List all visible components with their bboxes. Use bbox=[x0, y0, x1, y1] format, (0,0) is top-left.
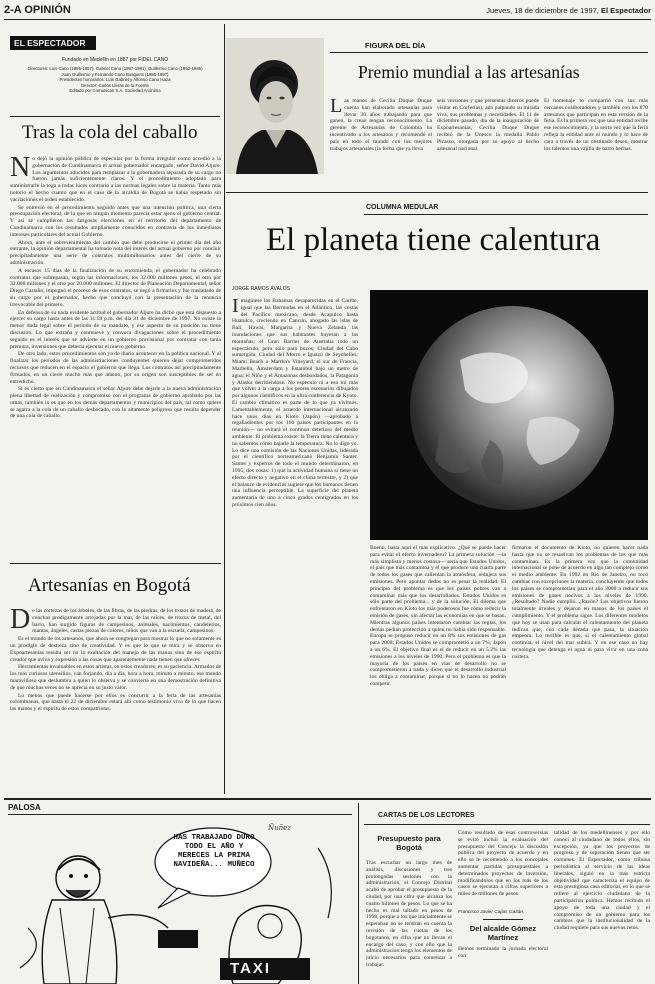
letter2-body: Como resultado de esas controversias se evitó incluir la evaluación del presupuesto del Concejo la discusión pública del proyecto de acuerdo y en ello se le recomendó a los concejales aumentar partidas presupuestales a determinados proyectos de inversión, modificándolos que en los más de los casos se ejecutan a cifras superiores a miles de millones de pesos. bbox=[458, 830, 548, 898]
paragraph-text: A escasos 15 días de la finalización de su encomienda, el gobernador ha celebrado contratos que sobrepasan, según las informaciones, los 32.000 millones pesos, el otro por 32.000 millones y el otro por 20.000 millones. El director de Planeación Departamental, señor Diego Castaño, impugnó el proceso de esos contratos, se negó a firmarlos y fue trasladado de su cargo por el gobernador, hecho que concluyó con la presentación de la renuncia irrevocable del primero. bbox=[10, 267, 221, 308]
dropcap: D bbox=[10, 608, 31, 635]
figura-col3: El homenaje lo compartió con sus más cercanos colaboradores y también con los 870 artesanos que participan en esta versión de la feria. Es la primera vez que una entidad recibe ese reconocimiento, y la sexta vez que la feria refleja la entidad ante el mundo y lo hace de cara a través de un obstinado deseo, mostrar los talentos una vajilla de barro hechas. bbox=[544, 98, 648, 152]
paragraph-text: Herramientas invaluables en estos artistas, en estos creadores, es su paciencia. Armados de los más curiosos utensilios, van forjando, día a día, hora a hora, minuto a minuto, ese mundo maravilloso que deslumbra a quien lo observa y se convierte en una demostración definitiva de que muchas veces no se aprecia en su justo valor. bbox=[10, 664, 221, 691]
paragraph bbox=[10, 386, 221, 420]
masthead-rule bbox=[10, 116, 220, 117]
earth-photo bbox=[370, 290, 648, 540]
paragraph-text: De otro lado, estos procedimientos son ya de diario acontecer en la política nacional. Y al finalizar los períodos de las administraciones conduyentes quieren dejar comprometidos recursos que reducen en el espacio el gobierno que llega. Los contratos así precipitadamente firmados, en un cierre mucho más que ameno, por su origen son susceptibles de ser en entredicho. bbox=[10, 351, 221, 385]
paragraph bbox=[10, 693, 221, 713]
paragraph-text: En defensa de su nada evidente actitud el gobernador Aljure ha dicho que está dispuesto a ejercer su cargo hasta antes de las 11:59 p.m. del día 31 de diciembre de 1997. No existe la menor duda legal sobre el período de su mandato, y ese aspecto de su posición no tiene discusión. Lo que extraña y conmueve y convoca divagaciones sobre el procedimiento seguido es el interés que se advierte en un gobierno provisional por contratar con tanta premura, inversiones que debería ejecutar el nuevo gobierno. bbox=[10, 309, 221, 350]
paragraph bbox=[10, 636, 221, 663]
issue-date bbox=[486, 6, 651, 15]
editorial2-title: Artesanías en Bogotá bbox=[28, 575, 191, 596]
date-text: Jueves, 18 de diciembre de 1997, bbox=[486, 6, 599, 15]
paragraph bbox=[10, 608, 221, 635]
masthead-line: Presidentes honorarios: Luis Gabriel y Alfonso Cano Isaza bbox=[59, 77, 171, 83]
cartoon-signature: Ñuñez bbox=[268, 824, 291, 832]
paragraph-text: Sí es cierto que en Cundinamarca el señor Aljure debe dejarle a la nueva administración plena libertad de realización y compromiso con el programa de gobierno aprobado por las urnas, también lo es que en los demás departamentos y municipios del país, tal como quiere se agarra a la cola de un caballo desbocado, con lo altamente peligroso que resulta depender de una cola de caballo. bbox=[10, 386, 221, 420]
editorial1-body bbox=[10, 156, 221, 558]
masthead-line: Director: Carlos Lleras de la Fuente bbox=[81, 82, 149, 88]
columna-dropcap: I bbox=[232, 298, 239, 317]
paragraph-text: o dejó la opinión pública de especular por la forma irregular como accedió a la gobernación de Cundinamarca el actual gobernador encargado, señor David Aljure. Los argumentos aducidos para remplazar a la gobernadora separada de su cargo no fueron jamás suficientemente claros. Y el procedimiento adoptado para suministrarle la toga a todas luces contrario a las normas legales sobre la materia. Tanto más notorio el hecho cuanto que en el caso de la alcaldía de Bogotá se había respetado sin vacilaciones el orden establecido. bbox=[10, 156, 221, 203]
cartas-label: CARTAS DE LOS LECTORES bbox=[378, 812, 475, 819]
column-divider bbox=[224, 24, 225, 794]
masthead-founded: Fundado en Medellín en 1887 por FIDEL CANO bbox=[61, 57, 169, 63]
paragraph-text: Es el mundo de los artesanos, que ahora se congregan para mostrar lo que no solamente es un prodigio de destreza sino de creatividad. Y es que lo que se mira y se observa en Expoartesanías resulta ser no la exaltación del manejo de las manos sino de ese espíritu creador que aviva y expresión a las cosas que aparentemente nada tienen que ofrecer. bbox=[10, 636, 221, 663]
palosa-label: PALOSA bbox=[8, 803, 41, 812]
paragraph bbox=[10, 351, 221, 385]
paragraph-text: Lo menos que puede hacerse por ellos es concurrir a la feria de las artesanías colombianas, que hasta el 22 de diciembre estará allí como testimonio vivo de lo que hacen las manos y el espíritu de estos compatriotas. bbox=[10, 692, 221, 713]
editorial2-body bbox=[10, 608, 221, 794]
masthead-logo: EL ESPECTADOR bbox=[10, 36, 96, 50]
letter3-title: Del alcalde Gómez Martínez bbox=[469, 924, 537, 942]
editorial1-title: Tras la cola del caballo bbox=[22, 122, 198, 143]
page-header bbox=[4, 4, 651, 18]
palosa-rule bbox=[8, 814, 352, 815]
columna-col2: Bueno, hasta aquí el más explicativo. ¿Qué se puede hacer para evitar el efecto invernadero? La primera solución —la más simplista y menos costosa— sería que Estados Unidos, el país que más contamina y el que produce una cuarta parte de todos los gases que calientan la atmósfera, redujera sus emisiones. Pero apuntar dedos no es pesar la realidad. El principio del problema es que los países pobres van a contaminar más que los desarrollados. Estados Unidos es sólo parte del problema... y de la solución. El dilema que enfrentaron en Kioto los más poderosos fue cómo reducir la emisión de gases, sin afectar las economías en que se basan. Mientras algunos países intentaron cambiar las reglas, los demás pedían protección a quien no había sido responsable. Europa se propuso reducir en un 8% sus emisiones de gas para 2008; Estados Unidos se comprometió a un 7%; Japón a un 6%. El objetivo final es el de reducir en un 5.2% las emisiones a los niveles de 1990. Pero el problema es que la mayoría de los países en vías de desarrollo no se comprometieron a nada y dicen que el desarrollo industrial los obliga a contaminar, porque si no lo hacen no podrán competir. bbox=[370, 545, 506, 687]
cartas-col1 bbox=[366, 830, 452, 984]
paragraph bbox=[10, 205, 221, 239]
paragraph-text: Ahora, ante el sobrevenimiento del cambio que debe producirse el primer día del año entrante, la opinión departamental ha tomado nota del interés del actual gobierno por concluir precipitadamente una serie de contratos multimillonarios antes del cierre de su administración. bbox=[10, 239, 221, 266]
paragraph bbox=[10, 310, 221, 351]
figura-label: FIGURA DEL DÍA bbox=[365, 41, 426, 50]
taxi-sign: TAXI bbox=[230, 960, 272, 977]
figura-col2: seis versiones y que presentas dineros puede visitar en Corferias), aún palpando su mirada viva, sus problemas y necesidades. El 11 de diciembre pasado, día de la inauguración de Expoartesanías, Cecilia Duque Duque recibió de la Unesco la medalla Pablo Picasso, otorgada por su apoyo al hecho artesanal nacional. bbox=[437, 98, 539, 152]
cartas-col2 bbox=[458, 830, 548, 984]
header-rule bbox=[4, 19, 651, 20]
cartoon-panel bbox=[8, 818, 354, 984]
letter3-body: Hemos terminado la jornada electoral con bbox=[458, 946, 548, 959]
earth-globe bbox=[370, 290, 648, 540]
paragraph bbox=[10, 268, 221, 309]
letter1-body: Tras escuchar un largo mes de análisis, discusiones y tres prolongadas sesiones con la administración, el Concejo Distrital acabó de aprobar el presupuesto de la ciudad, por una cifra que alcanza los cuatro billones de pesos. Lo que se ha hecho es mal tallado en pesos de 1998, porque a los que inicialmente se esperaban no se tendrán en cuenta la revisión de las cuotas de los bogotanos, en cifra que no llevan el encargo del caso, y con ello que la administración tenga los elementos de juicio necesarios para comenzar a trabajar. bbox=[366, 860, 452, 968]
columna-author: JORGE RAMOS ÁVALOS bbox=[232, 286, 290, 292]
paper-name: El Espectador bbox=[600, 6, 651, 15]
portrait-photo bbox=[226, 38, 324, 174]
figura-title: Premio mundial a las artesanías bbox=[358, 62, 580, 82]
columna-title: El planeta tiene calentura bbox=[266, 222, 601, 258]
section-label: 2-A OPINIÓN bbox=[4, 4, 71, 16]
masthead-line: Editado por Comunican S.A. Sociedad Anónima bbox=[69, 88, 161, 94]
columna-col1-text: magínese las Bahamas desaparecidas en el Caribe, igual que las Bermudas en el Atlántico, las costas del Pacífico mexicano, desde Acapulco hasta Huatulco, creciendo en Cancún, ahogado las islas de Bali, Hawai, Margarita y Nueva Zelanda las inundaciones que sus habitantes huyeran a las montañas; el Gran Barrier de Australia todo un espectáculo, pero sólo para buzos; Ciudad del Cabo sumergida, Ciudad del Morro e Iguazú de Seychelles; Miami Beach o Martha's Vineyard; el sur de Francia, Marbella, Ámsterdam y Estambul bajo un metro de agua; el Niño y el Amazonas desbordados, la Patagonia y Alaska derritiéndose. No especulo ni a eso mi más que volver a la carga a los peores escenarios dibujados por algunos científicos en la ultra conferencia de Kyoto. El cambio climático es parte de lo que ya vivimos. Lamentablemente, el acuerdo internacional alcanzado hace unos días en Kioto (Japón) —aprobado a regañadientes por los 160 países participantes en la reunión— no evitará el continuo deterioro del medio ambiente. El problema existe: la Tierra tiene calentura y no sabemos cómo bajarle la temperatura. No lo digo yo. Lo dice una comisión de las Naciones Unidas, liderada por el científico norteamericano Benjamín Santer. Santer y expertos de todo el mundo determinaron, en 1995, dos cosas: 1) que la actividad humana si tiene un efecto directo y negativo en el clima terrestre, y 2) que el balance de evidencias sugiere que los humanos tienen una influencia perceptible. La superficie del planeta aumentaría de uno a cinco grados centígrados en los próximos cien años. bbox=[232, 298, 358, 508]
figura-col1-text: as manos de Cecilia Duque Duque cuenta han elaborado artesanías para llevar 30 años trabajando para que ganen, la crean tengan reconocimiento. La gerente de Artesanías de Colombia ha incentivado a los artesanos y recomendó el país en todo el mundo con los mejores trabajos artesanales (la fecha que ya lleva bbox=[330, 98, 432, 152]
figura-label-rule bbox=[330, 52, 648, 53]
paragraph bbox=[10, 664, 221, 691]
figura-col1 bbox=[330, 98, 432, 180]
dropcap: N bbox=[10, 156, 31, 183]
letter2-author: Francisco Javier Cajias Gaitán. bbox=[458, 910, 525, 915]
columna-label: COLUMNA MEDULAR bbox=[366, 204, 439, 211]
paragraph bbox=[10, 240, 221, 267]
figura-bottom-rule bbox=[226, 192, 648, 193]
masthead bbox=[10, 36, 220, 116]
portrait-image bbox=[226, 38, 324, 174]
columna-col3: firmaron el documento de Kioto, no quieren hacer nada hasta que no se resuelvan los problemas de los que más contaminan. Es la primera vez que la comunidad internacional se pone de acuerdo en algo tan complejo como el medio ambiente. En 1992 en Río de Janeiro, no tocó cambiar con excepciones la materia, concluyendo que todos los países se comprometían para el año 2000 a reducir sus emisiones de gases nocivos a los niveles de 1990. ¿Resultado? Nadie cumplió. ¿Razón? Los objetivos fueron totalmente irreales y dejaron en manos de los países el cumplimiento. Y el problema sigue. Los diferentes modelos que hoy se usan para calcular el calentamiento del planeta indican que, con cada década que pasa, la situación empeora. Lo terrible es que, si el calentamiento global continúa, el nivel del mar subirá. Y en ese caso no hay tecnología que detenga el agua ni para vivir en una zona costera. bbox=[512, 545, 648, 660]
masthead-lines bbox=[10, 66, 220, 94]
letter1-title: Presupuesto para Bogotá bbox=[377, 834, 441, 852]
masthead-line: Juan Guillermo y Fernando Cano Busquets (1986-1997) bbox=[61, 71, 169, 77]
figura-dropcap: L bbox=[330, 98, 343, 117]
paragraph bbox=[10, 156, 221, 204]
editorial-divider bbox=[10, 563, 221, 564]
cartas-col3: talidad de los medellinenses y por ello conocí al ciudadano de todos ellos, sin excepción, ya que los proyectos de progreso y de superación tienen que ser comunes. El Espectador, como tribuna periodística al servicio de las ideas liberales, siguió en la más estricta objetividad que caracteriza el equipo de esta prestigiosa casa editorial, en lo que se refiere al ejercicio ciudadano de la participación política. Hemos recibido el apoyo de toda una ciudad y el compromiso de un gobierno para los cambios que la institucionalidad de la ciudad requiere para sus nuevos retos. bbox=[554, 830, 650, 932]
columna-label-rule bbox=[364, 214, 648, 215]
columna-col1 bbox=[232, 298, 358, 796]
paragraph-text: e las cortezas de los árboles, de las fibras, de las piedras, de los trozos de madera, de conchas prodigamente arrojadas por la mar, de las raíces, de trozos de metal, del barro, han surgido figuras de campesinos, animales, nacimientos, candelerios, mantas, ángeles, castas piezas de colores, niños que van a la escuela, campesinos. bbox=[32, 608, 221, 635]
speech-bubble-text: HAS TRABAJADO DURO TODO EL AÑO Y MERECES LA PRIMA NAVIDEÑA... MUÑECO bbox=[173, 834, 255, 869]
cartas-divider bbox=[358, 803, 359, 984]
masthead-line: Directores: Luis Cano (1895-1957), Gabriel Cano (1957-1981), Guillermo Cano (1952-1986) bbox=[27, 66, 203, 71]
cartas-rule bbox=[364, 824, 650, 825]
letter-separator bbox=[483, 919, 523, 920]
bottom-section-rule bbox=[4, 798, 651, 800]
paragraph-text: Se entrevió en el procedimiento seguido antes que una intención política, una cierta preocupación electoral, de la que en ningún momento parecía estar ajeno el gobierno central. Y así se cumplieron las fatigosas elecciones en el territorio del departamento de Cundinamarca con los resultados ampliamente conocidos en contravía de los inmediatos intereses particulares del actual Gobierno. bbox=[10, 204, 221, 238]
